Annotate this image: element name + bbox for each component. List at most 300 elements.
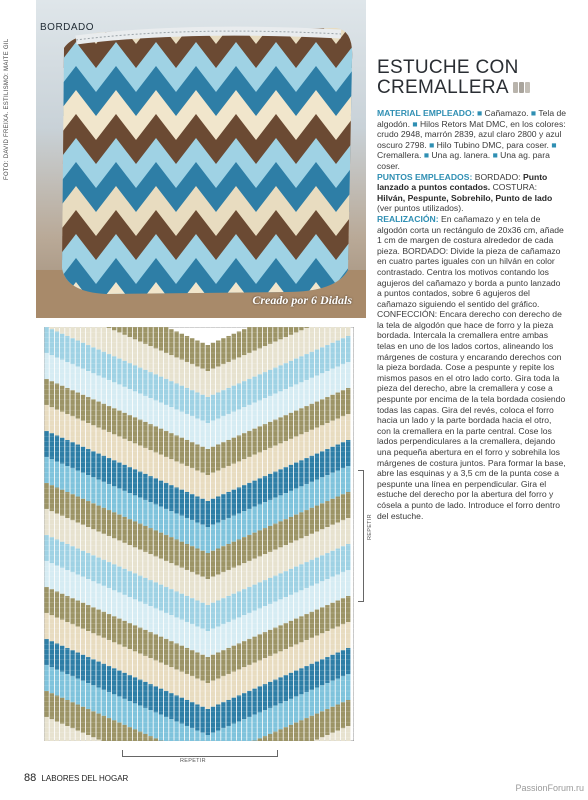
- chart-stitch: [138, 524, 142, 550]
- chart-stitch: [102, 327, 106, 352]
- chart-stitch: [200, 681, 204, 707]
- chart-stitch: [55, 358, 59, 384]
- chart-stitch: [55, 566, 59, 592]
- chart-stitch: [60, 542, 64, 568]
- chart-stitch: [211, 369, 215, 395]
- chart-stitch: [107, 692, 111, 718]
- chart-stitch: [341, 520, 345, 546]
- chart-stitch: [50, 327, 54, 329]
- chart-stitch: [128, 571, 132, 597]
- chart-stitch: [190, 572, 194, 598]
- chart-stitch: [247, 483, 251, 509]
- chart-stitch: [330, 655, 334, 681]
- chart-stitch: [252, 455, 256, 481]
- chart-stitch: [91, 581, 95, 607]
- chart-stitch: [320, 425, 324, 451]
- chart-stitch: [55, 384, 59, 410]
- chart-stitch: [148, 632, 152, 658]
- chart-stitch: [304, 666, 308, 692]
- chart-stitch: [252, 637, 256, 663]
- chart-stitch: [278, 625, 282, 651]
- chart-stitch: [164, 431, 168, 457]
- chart-stitch: [216, 444, 220, 470]
- chart-stitch: [341, 546, 345, 572]
- chart-stitch: [133, 417, 137, 443]
- chart-stitch: [190, 650, 194, 676]
- chart-stitch: [44, 353, 48, 379]
- chart-stitch: [284, 649, 288, 675]
- chart-stitch: [76, 445, 80, 471]
- chart-stitch: [164, 587, 168, 613]
- chart-stitch: [117, 385, 121, 411]
- chart-stitch: [216, 626, 220, 652]
- chart-stitch: [55, 540, 59, 566]
- chart-stitch: [284, 363, 288, 389]
- chart-stitch: [55, 410, 59, 436]
- chart-stitch: [55, 332, 59, 358]
- chart-stitch: [211, 447, 215, 473]
- chart-stitch: [76, 601, 80, 627]
- chart-stitch: [310, 327, 314, 352]
- chart-stitch: [169, 329, 173, 355]
- chart-stitch: [128, 649, 132, 675]
- chart-stitch: [117, 437, 121, 463]
- chart-stitch: [315, 480, 319, 506]
- chart-stitch: [164, 327, 168, 353]
- chart-stitch: [273, 472, 277, 498]
- chart-stitch: [70, 468, 74, 494]
- chart-stitch: [315, 402, 319, 428]
- chart-stitch: [299, 356, 303, 382]
- chart-stitch: [278, 469, 282, 495]
- chart-stitch: [148, 346, 152, 372]
- chart-stitch: [60, 490, 64, 516]
- chart-stitch: [154, 556, 158, 582]
- chart-stitch: [91, 327, 95, 347]
- chart-stitch: [258, 556, 262, 582]
- chart-stitch: [50, 693, 54, 719]
- chart-stitch: [50, 407, 54, 433]
- chart-stitch: [138, 342, 142, 368]
- chart-stitch: [128, 597, 132, 623]
- chart-stitch: [284, 545, 288, 571]
- chart-stitch: [159, 637, 163, 663]
- chart-stitch: [128, 701, 132, 727]
- chart-stitch: [60, 360, 64, 386]
- chart-stitch: [237, 383, 241, 409]
- chart-stitch: [117, 515, 121, 541]
- chart-stitch: [237, 539, 241, 565]
- chart-stitch: [320, 581, 324, 607]
- chart-stitch: [70, 416, 74, 442]
- chart-stitch: [263, 398, 267, 424]
- chart-stitch: [278, 729, 282, 741]
- chart-stitch: [55, 436, 59, 462]
- chart-stitch: [232, 464, 236, 490]
- chart-stitch: [148, 327, 152, 346]
- chart-stitch: [263, 476, 267, 502]
- chart-stitch: [294, 671, 298, 697]
- chart-stitch: [154, 426, 158, 452]
- chart-stitch: [247, 587, 251, 613]
- chart-stitch: [320, 659, 324, 685]
- chart-stitch: [76, 393, 80, 419]
- chart-stitch: [107, 614, 111, 640]
- chart-stitch: [128, 519, 132, 545]
- chart-stitch: [76, 705, 80, 731]
- chart-stitch: [169, 355, 173, 381]
- chart-stitch: [268, 734, 272, 741]
- chart-stitch: [148, 554, 152, 580]
- chart-stitch: [211, 629, 215, 655]
- chart-stitch: [278, 443, 282, 469]
- chart-stitch: [180, 438, 184, 464]
- chart-stitch: [133, 469, 137, 495]
- chart-stitch: [91, 373, 95, 399]
- chart-stitch: [112, 460, 116, 486]
- chart-stitch: [195, 600, 199, 626]
- chart-stitch: [195, 366, 199, 392]
- chart-stitch: [154, 400, 158, 426]
- chart-stitch: [336, 341, 340, 367]
- chart-stitch: [117, 541, 121, 567]
- chart-stitch: [148, 450, 152, 476]
- chart-stitch: [268, 327, 272, 344]
- chart-stitch: [112, 694, 116, 720]
- chart-stitch: [304, 640, 308, 666]
- chart-stitch: [164, 561, 168, 587]
- chart-stitch: [169, 537, 173, 563]
- chart-stitch: [315, 506, 319, 532]
- chart-stitch: [258, 738, 262, 741]
- material-item: Cañamazo.: [484, 108, 529, 119]
- chart-stitch: [299, 434, 303, 460]
- chart-stitch: [138, 550, 142, 576]
- chart-stitch: [315, 454, 319, 480]
- chart-stitch: [60, 698, 64, 724]
- chart-stitch: [294, 333, 298, 359]
- chart-stitch: [190, 520, 194, 546]
- chart-stitch: [55, 462, 59, 488]
- chart-stitch: [128, 363, 132, 389]
- chart-stitch: [169, 589, 173, 615]
- chart-stitch: [341, 624, 345, 650]
- chart-stitch: [190, 468, 194, 494]
- chart-stitch: [96, 428, 100, 454]
- chart-stitch: [148, 476, 152, 502]
- chart-stitch: [112, 590, 116, 616]
- chart-stitch: [336, 445, 340, 471]
- chart-stitch: [252, 559, 256, 585]
- chart-stitch: [242, 485, 246, 511]
- chart-stitch: [315, 428, 319, 454]
- chart-stitch: [226, 726, 230, 741]
- chart-stitch: [70, 702, 74, 728]
- chart-stitch: [164, 509, 168, 535]
- material-item: Tela de algodón.: [377, 108, 567, 129]
- chart-stitch: [320, 529, 324, 555]
- chart-stitch: [341, 728, 345, 741]
- chart-stitch: [112, 356, 116, 382]
- chart-stitch: [154, 686, 158, 712]
- chart-stitch: [190, 624, 194, 650]
- chart-stitch: [200, 447, 204, 473]
- chart-stitch: [96, 350, 100, 376]
- chart-stitch: [60, 386, 64, 412]
- chart-stitch: [263, 710, 267, 736]
- chart-stitch: [221, 494, 225, 520]
- chart-stitch: [284, 701, 288, 727]
- chart-stitch: [258, 426, 262, 452]
- chart-stitch: [112, 408, 116, 434]
- chart-stitch: [96, 327, 100, 350]
- chart-stitch: [242, 381, 246, 407]
- chart-stitch: [304, 510, 308, 536]
- chart-stitch: [216, 366, 220, 392]
- chart-stitch: [216, 522, 220, 548]
- chart-stitch: [60, 334, 64, 360]
- chart-stitch: [216, 392, 220, 418]
- stitches-heading: PUNTOS EMPLEADOS:: [377, 171, 473, 182]
- chart-stitch: [60, 516, 64, 542]
- chart-stitch: [70, 390, 74, 416]
- chart-stitch: [91, 425, 95, 451]
- chart-stitch: [258, 327, 262, 348]
- chart-stitch: [159, 559, 163, 585]
- chart-stitch: [128, 337, 132, 363]
- chart-stitch: [60, 672, 64, 698]
- chart-stitch: [76, 627, 80, 653]
- chart-stitch: [346, 726, 350, 741]
- chart-stitch: [76, 523, 80, 549]
- chart-stitch: [294, 567, 298, 593]
- chart-stitch: [252, 327, 256, 351]
- chart-stitch: [159, 351, 163, 377]
- chart-stitch: [112, 512, 116, 538]
- chart-stitch: [278, 339, 282, 365]
- chart-stitch: [190, 546, 194, 572]
- chart-stitch: [91, 347, 95, 373]
- chart-stitch: [60, 412, 64, 438]
- chart-stitch: [143, 327, 147, 344]
- chart-stitch: [299, 486, 303, 512]
- chart-stitch: [252, 377, 256, 403]
- chart-stitch: [263, 632, 267, 658]
- chart-stitch: [258, 712, 262, 738]
- chart-stitch: [232, 672, 236, 698]
- chart-stitch: [221, 338, 225, 364]
- chart-stitch: [44, 665, 48, 691]
- chart-stitch: [154, 530, 158, 556]
- chart-stitch: [180, 646, 184, 672]
- chart-stitch: [91, 659, 95, 685]
- chart-stitch: [50, 459, 54, 485]
- chart-stitch: [70, 728, 74, 741]
- chart-stitch: [263, 580, 267, 606]
- page-number: 88: [24, 772, 37, 784]
- chart-stitch: [169, 511, 173, 537]
- chart-stitch: [216, 418, 220, 444]
- chart-stitch: [320, 399, 324, 425]
- chart-stitch: [133, 599, 137, 625]
- chart-stitch: [60, 464, 64, 490]
- chart-stitch: [164, 379, 168, 405]
- chart-stitch: [315, 714, 319, 740]
- chart-stitch: [76, 575, 80, 601]
- chart-stitch: [284, 675, 288, 701]
- material-item: Una ag. lanera.: [431, 150, 491, 161]
- chart-stitch: [242, 693, 246, 719]
- chart-stitch: [232, 646, 236, 672]
- chart-stitch: [232, 542, 236, 568]
- chart-stitch: [341, 364, 345, 390]
- chart-stitch: [315, 688, 319, 714]
- chart-stitch: [169, 641, 173, 667]
- chart-stitch: [112, 330, 116, 356]
- chart-stitch: [44, 587, 48, 613]
- chart-stitch: [232, 490, 236, 516]
- chart-stitch: [221, 546, 225, 572]
- material-item: Una ag. para coser.: [377, 150, 550, 171]
- section-tag: BORDADO: [40, 22, 95, 33]
- chart-stitch: [112, 327, 116, 330]
- chart-stitch: [211, 499, 215, 525]
- chart-stitch: [50, 537, 54, 563]
- chart-stitch: [174, 669, 178, 695]
- chart-stitch: [304, 562, 308, 588]
- repeat-label-bottom: REPETIR: [180, 758, 206, 764]
- chart-stitch: [237, 461, 241, 487]
- chart-stitch: [341, 338, 345, 364]
- chart-stitch: [247, 691, 251, 717]
- chart-stitch: [164, 613, 168, 639]
- chart-stitch: [341, 572, 345, 598]
- chart-stitch: [299, 538, 303, 564]
- chart-stitch: [138, 680, 142, 706]
- chart-stitch: [128, 415, 132, 441]
- chart-stitch: [252, 403, 256, 429]
- chart-stitch: [320, 711, 324, 737]
- chart-stitch: [76, 367, 80, 393]
- chart-stitch: [310, 716, 314, 741]
- chart-stitch: [138, 628, 142, 654]
- chart-stitch: [44, 379, 48, 405]
- chart-stitch: [200, 395, 204, 421]
- chart-stitch: [200, 577, 204, 603]
- chart-stitch: [107, 588, 111, 614]
- chart-stitch: [138, 654, 142, 680]
- chart-stitch: [50, 563, 54, 589]
- chart-stitch: [299, 642, 303, 668]
- chart-stitch: [299, 330, 303, 356]
- chart-stitch: [330, 603, 334, 629]
- chart-stitch: [174, 565, 178, 591]
- chart-stitch: [81, 681, 85, 707]
- chart-stitch: [336, 523, 340, 549]
- chart-stitch: [70, 520, 74, 546]
- chart-stitch: [96, 662, 100, 688]
- chart-stitch: [96, 532, 100, 558]
- chart-stitch: [216, 600, 220, 626]
- chart-stitch: [232, 412, 236, 438]
- chart-stitch: [112, 486, 116, 512]
- chart-stitch: [252, 507, 256, 533]
- chart-stitch: [81, 655, 85, 681]
- chart-stitch: [237, 643, 241, 669]
- chart-stitch: [96, 454, 100, 480]
- chart-stitch: [55, 644, 59, 670]
- chart-stitch: [232, 386, 236, 412]
- chart-stitch: [55, 514, 59, 540]
- chart-stitch: [278, 495, 282, 521]
- chart-stitch: [320, 327, 324, 347]
- chart-stitch: [247, 327, 251, 353]
- chart-stitch: [164, 457, 168, 483]
- chart-stitch: [252, 585, 256, 611]
- chart-stitch: [273, 446, 277, 472]
- material-item: Hilos Retors Mat DMC, en los colores: crudo 2948, marrón 2839, azul claro 2800 y azul oscuro 2798.: [377, 118, 566, 150]
- chart-stitch: [330, 681, 334, 707]
- chart-stitch: [112, 668, 116, 694]
- chart-stitch: [169, 433, 173, 459]
- chart-stitch: [315, 584, 319, 610]
- chart-stitch: [346, 327, 350, 336]
- chart-stitch: [278, 365, 282, 391]
- chart-stitch: [180, 672, 184, 698]
- chart-stitch: [128, 389, 132, 415]
- chart-stitch: [138, 498, 142, 524]
- chart-stitch: [237, 435, 241, 461]
- chart-stitch: [304, 536, 308, 562]
- chart-stitch: [273, 524, 277, 550]
- chart-stitch: [278, 599, 282, 625]
- chart-stitch: [232, 516, 236, 542]
- chart-stitch: [258, 686, 262, 712]
- chart-stitch: [237, 331, 241, 357]
- instructions-heading: REALIZACIÓN:: [377, 213, 439, 224]
- chart-stitch: [91, 477, 95, 503]
- chart-stitch: [76, 653, 80, 679]
- chart-stitch: [341, 676, 345, 702]
- chart-stitch: [138, 368, 142, 394]
- chart-stitch: [154, 348, 158, 374]
- chart-stitch: [294, 385, 298, 411]
- chart-stitch: [263, 346, 267, 372]
- chart-stitch: [169, 563, 173, 589]
- chart-stitch: [294, 515, 298, 541]
- chart-stitch: [221, 676, 225, 702]
- chart-stitch: [232, 724, 236, 741]
- chart-stitch: [195, 704, 199, 730]
- chart-stitch: [190, 494, 194, 520]
- chart-stitch: [91, 633, 95, 659]
- chart-stitch: [330, 327, 334, 343]
- chart-stitch: [330, 577, 334, 603]
- chart-stitch: [81, 733, 85, 741]
- chart-stitch: [159, 403, 163, 429]
- chart-stitch: [174, 461, 178, 487]
- chart-stitch: [200, 369, 204, 395]
- chart-stitch: [284, 571, 288, 597]
- chart-stitch: [159, 327, 163, 351]
- chart-stitch: [164, 405, 168, 431]
- chart-stitch: [117, 619, 121, 645]
- chart-stitch: [299, 460, 303, 486]
- chart-stitch: [195, 496, 199, 522]
- chart-stitch: [133, 677, 137, 703]
- material-item: Cremallera.: [377, 150, 422, 161]
- chart-stitch: [320, 555, 324, 581]
